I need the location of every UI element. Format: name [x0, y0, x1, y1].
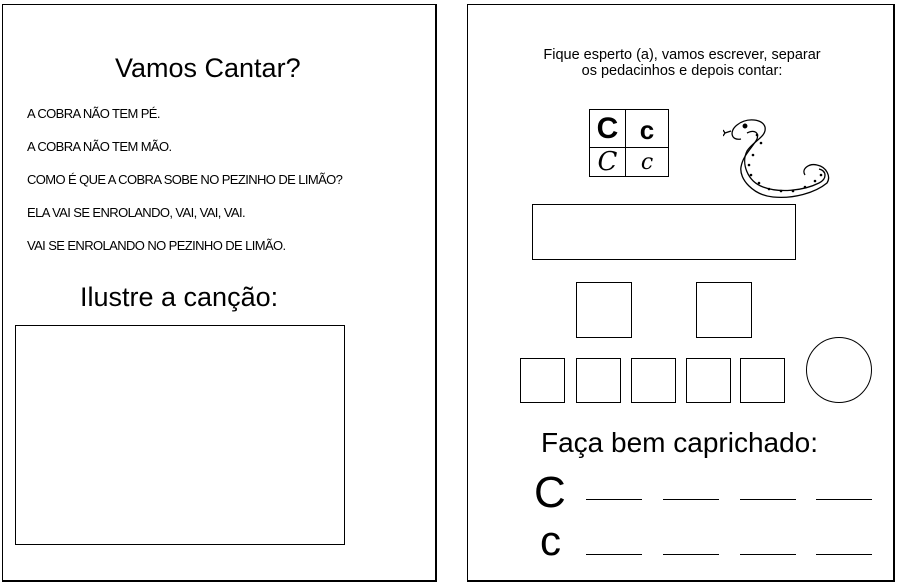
right-worksheet-page [467, 4, 895, 582]
count-circle[interactable] [806, 337, 872, 403]
practice-line[interactable] [586, 499, 642, 500]
illustration-box[interactable] [15, 325, 345, 545]
word-writing-box[interactable] [532, 204, 796, 260]
syllable-box-1[interactable] [576, 282, 632, 338]
practice-line[interactable] [740, 499, 796, 500]
left-worksheet-page [2, 4, 437, 582]
letter-box-1[interactable] [520, 358, 565, 403]
card-upper-cursive: C [597, 146, 618, 177]
practice-title: Faça bem caprichado: [541, 427, 819, 458]
song-title: Vamos Cantar? [115, 53, 301, 83]
lyric-line-4: ELA VAI SE ENROLANDO, VAI, VAI, VAI. [27, 205, 246, 220]
practice-line[interactable] [740, 554, 796, 555]
lyric-line-2: A COBRA NÃO TEM MÃO. [27, 139, 172, 154]
letter-box-5[interactable] [740, 358, 785, 403]
card-upper-print: C [596, 111, 619, 145]
letter-card [589, 109, 669, 177]
practice-line[interactable] [816, 554, 872, 555]
lyric-line-5: VAI SE ENROLANDO NO PEZINHO DE LIMÃO. [27, 238, 286, 253]
practice-line[interactable] [816, 499, 872, 500]
instruction-line-1: Fique esperto (a), vamos escrever, separar [543, 47, 821, 63]
instruction-text [468, 47, 896, 79]
instruction-line-2: os pedacinhos e depois contar: [581, 63, 783, 79]
practice-line[interactable] [663, 554, 719, 555]
lyric-line-1: A COBRA NÃO TEM PÉ. [27, 106, 160, 121]
letter-box-2[interactable] [576, 358, 621, 403]
practice-letter-lower: c [540, 517, 561, 564]
letter-box-4[interactable] [686, 358, 731, 403]
practice-line[interactable] [663, 499, 719, 500]
letter-box-3[interactable] [631, 358, 676, 403]
practice-letter-upper: C [534, 468, 566, 517]
lyric-line-3: COMO É QUE A COBRA SOBE NO PEZINHO DE LIMÃO? [27, 172, 343, 187]
illustrate-label: Ilustre a canção: [80, 282, 279, 312]
card-lower-print: c [639, 115, 655, 145]
practice-line[interactable] [586, 554, 642, 555]
syllable-box-2[interactable] [696, 282, 752, 338]
card-lower-cursive: c [640, 150, 654, 175]
snake-illustration [723, 111, 835, 203]
